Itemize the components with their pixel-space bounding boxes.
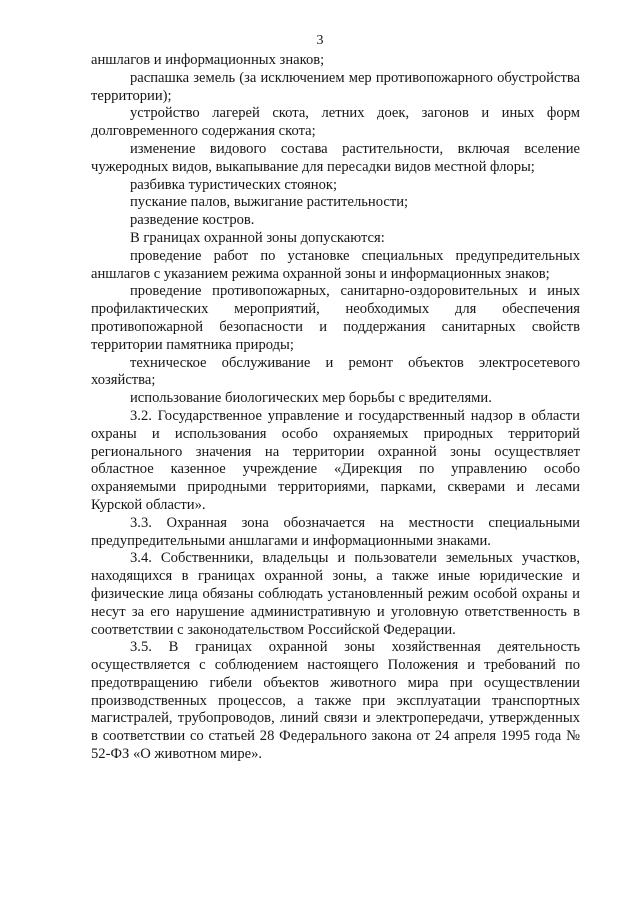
section-3-5: 3.5. В границах охранной зоны хозяйственная деятельность осуществляется с соблюдением настоящего Положения и требований по предотвращению гибели объектов животного мира при осуществлении производственных процессов, а также при эксплуатации транспортных магистралей, трубопроводов, линий связи и электропередачи, утвержденных в соответствии со статьей 28 Федерального закона от 24 апреля 1995 года № 52-ФЗ «О животном мире». (91, 639, 580, 763)
page-number: 3 (316, 33, 324, 48)
section-3-4: 3.4. Собственники, владельцы и пользователи земельных участков, находящихся в границах охранной зоны, а также иные юридические и физические лица обязаны соблюдать установленный режим особой охраны и несут за его нарушение административную и уголовную ответственность в соответствии с законодательством Российской Федерации. (91, 550, 580, 638)
paragraph: устройство лагерей скота, летних доек, загонов и иных форм долговременного содержания скота; (91, 105, 580, 140)
section-3-3: 3.3. Охранная зона обозначается на местности специальными предупредительными аншлагами и информационными знаками. (91, 514, 580, 549)
paragraph-continuation: аншлагов и информационных знаков; (91, 52, 325, 68)
paragraph: проведение противопожарных, санитарно-оздоровительных и иных профилактических мероприятий, необходимых для обеспечения противопожарной безопасности и поддержания санитарных свойств территории памятника природы; (91, 283, 580, 353)
document-body (91, 52, 580, 764)
paragraph: изменение видового состава растительности, включая вселение чужеродных видов, выкапывание для пересадки видов местной флоры; (91, 140, 580, 175)
paragraph: проведение работ по установке специальных предупредительных аншлагов с указанием режима охранной зоны и информационных знаков; (91, 247, 580, 282)
paragraph: распашка земель (за исключением мер противопожарного обустройства территории); (91, 69, 580, 104)
paragraph: В границах охранной зоны допускаются: (130, 229, 385, 246)
paragraph: разведение костров. (130, 212, 255, 229)
paragraph: техническое обслуживание и ремонт объектов электросетевого хозяйства; (91, 354, 580, 389)
section-3-2: 3.2. Государственное управление и государственный надзор в области охраны и использования особо охраняемых природных территорий регионального значения на территории охранной зоны осуществляет областное казенное учреждение «Дирекция по управлению особо охраняемыми природными территориями, парками, скверами и лесами Курской области». (91, 407, 580, 513)
paragraph: использование биологических мер борьбы с вредителями. (130, 390, 492, 407)
paragraph: разбивка туристических стоянок; (130, 176, 338, 193)
paragraph: пускание палов, выжигание растительности; (130, 194, 409, 211)
